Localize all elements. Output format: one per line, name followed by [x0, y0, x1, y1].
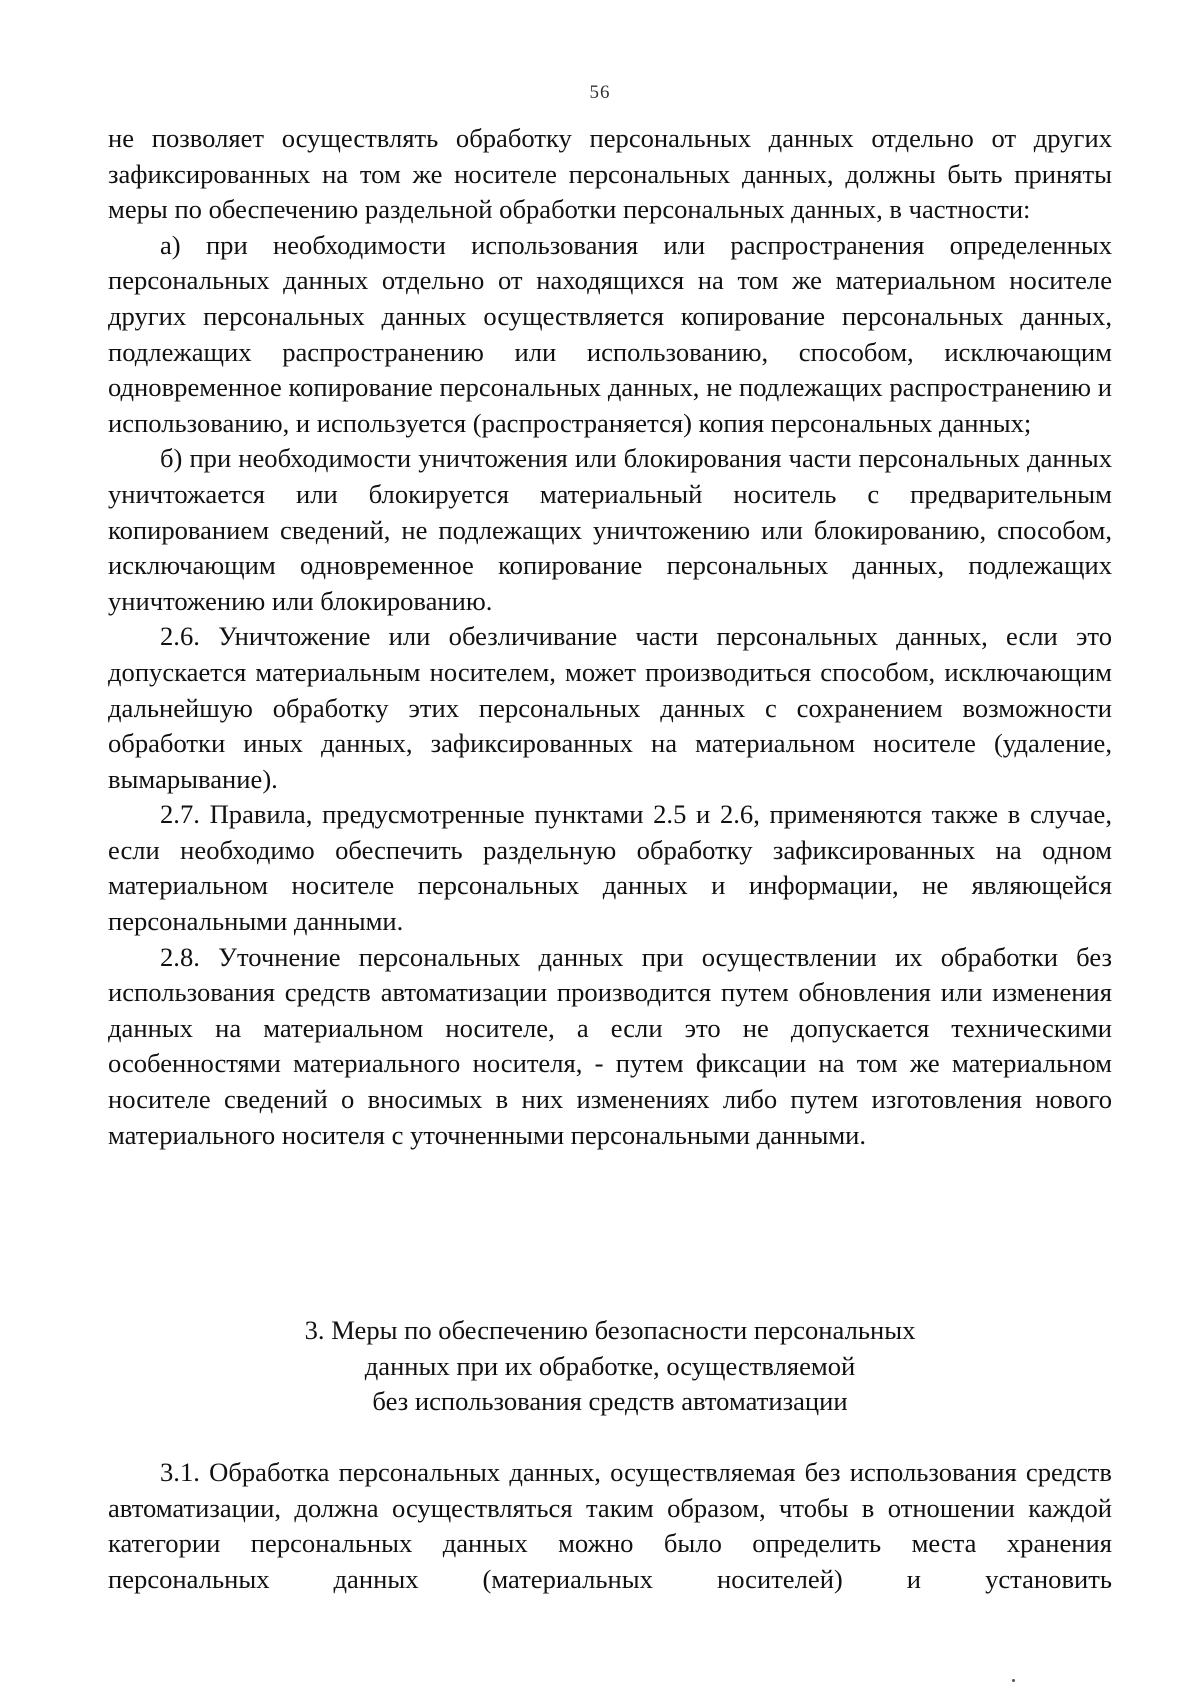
paragraph-b: б) при необходимости уничтожения или блокирования части персональных данных уничтожается или блокируется материальный носитель с предварительным копированием сведений, не подлежащих уничтожению или блокированию, способом, исключающим одновременное копирование персональных данных, подлежащих уничтожению или блокированию.	[108, 443, 1112, 616]
body-text	[108, 121, 1112, 1153]
paragraph-2-7: 2.7. Правила, предусмотренные пунктами 2.5 и 2.6, применяются также в случае, если необходимо обеспечить раздельную обработку зафиксированных на одном материальном носителе персональных данных и информации, не являющейся персональными данными.	[108, 799, 1112, 937]
paragraph-a: а) при необходимости использования или распространения определенных персональных данных отдельно от находящихся на том же материальном носителе других персональных данных осуществляется копирование персональных данных, подлежащих распространению или использованию, способом, исключающим одновременное копирование персональных данных, не подлежащих распространению и использованию, и используется (распространяется) копия персональных данных;	[108, 229, 1112, 438]
paragraph-3-1: 3.1. Обработка персональных данных, осуществляемая без использования средств автоматизации, должна осуществляться таким образом, чтобы в отношении каждой категории персональных данных можно было определить места хранения персональных данных (материальных носителей) и установить	[108, 1457, 1112, 1594]
scan-speck	[1012, 1679, 1015, 1682]
section-heading-line-2: данных при их обработке, осуществляемой	[364, 1350, 856, 1381]
paragraph-intro: не позволяет осуществлять обработку персональных данных отдельно от других зафиксированных на том же носителе персональных данных, должны быть приняты меры по обеспечению раздельной обработки персональных данных, в частности:	[108, 123, 1112, 225]
page-number: 56	[589, 82, 611, 103]
paragraph-2-6: 2.6. Уничтожение или обезличивание части персональных данных, если это допускается материальным носителем, может производиться способом, исключающим дальнейшую обработку этих персональных данных с сохранением возможности обработки иных данных, зафиксированных на материальном носителе (удаление, вымарывание).	[108, 621, 1112, 794]
paragraph-2-8: 2.8. Уточнение персональных данных при осуществлении их обработки без использования средств автоматизации производится путем обновления или изменения данных на материальном носителе, а если это не допускается техническими особенностями материального носителя, - путем фиксации на том же материальном носителе сведений о вносимых в них изменениях либо путем изготовления нового материального носителя с уточненными персональными данными.	[108, 941, 1112, 1150]
body-text-bottom	[108, 1455, 1112, 1597]
section-heading-line-1: 3. Меры по обеспечению безопасности персональных	[304, 1315, 916, 1345]
section-heading-line-3: без использования средств автоматизации	[372, 1386, 848, 1417]
section-heading	[108, 1313, 1112, 1420]
